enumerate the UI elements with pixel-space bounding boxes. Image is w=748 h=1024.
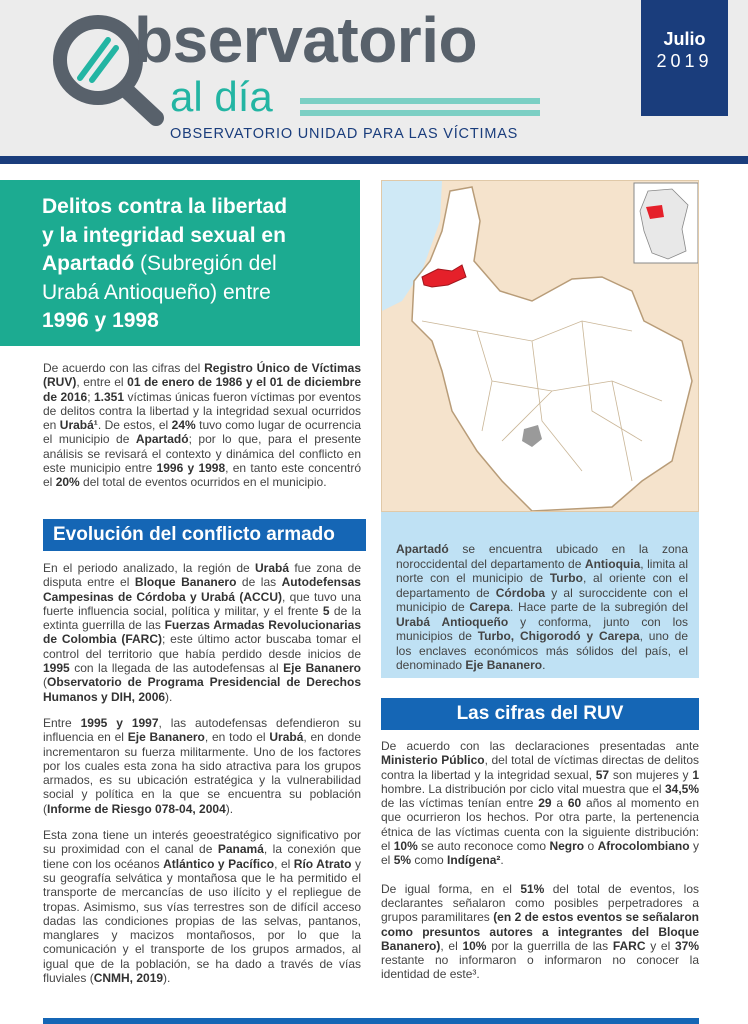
text-run: y el (381, 839, 699, 868)
text-run: Eje Bananero (127, 730, 205, 745)
text-run: Eje Bananero (465, 658, 543, 672)
logo-tagline: OBSERVATORIO UNIDAD PARA LAS VÍCTIMAS (170, 126, 519, 142)
text-run: (en 2 de estos eventos se señalaron como presuntos autores a integrantes del Bloque Bananero) (381, 910, 699, 953)
text-run: 5 (322, 603, 330, 618)
text-run: Urabá (255, 561, 290, 575)
text-run: se encuentra ubicado en la zona noroccidental del departamento de (396, 542, 688, 571)
text-run: Fuerzas Armadas Revolucionarias de Colombia (FARC) (43, 618, 361, 647)
body-paragraph (43, 828, 361, 985)
text-run: Apartadó (135, 432, 189, 447)
text-run: Ministerio Público (381, 753, 485, 768)
text-run: 1 (692, 767, 699, 782)
text-run: ( (43, 675, 47, 690)
text-run: , las autodefensas defendieron su influencia en el (43, 715, 362, 745)
issue-year: 2019 (656, 51, 713, 71)
text-run: víctimas únicas fueron víctimas por eventos de delitos contra la libertad y la integridad sexual ocurridos en (43, 389, 361, 433)
text-run: Afrocolombiano (597, 839, 690, 854)
text-run: 60 (567, 796, 582, 811)
text-run: se auto reconoce como (417, 839, 550, 854)
intro-paragraph (43, 361, 361, 490)
text-run: Carepa (469, 600, 511, 614)
text-run: fue zona de disputa entre el (43, 561, 362, 590)
text-run: ). (163, 971, 171, 986)
text-run: son mujeres y (609, 767, 693, 782)
body-paragraph (381, 739, 699, 868)
text-run: 10% (462, 938, 487, 953)
text-run: Esta zona tiene un interés geoestratégico significativo por su proximidad con el canal de (43, 828, 361, 857)
text-run: CNMH, 2019 (93, 971, 164, 986)
text-run: Córdoba (495, 585, 546, 600)
section-heading-conflict: Evolución del conflicto armado (43, 519, 366, 551)
section-ruv-body (381, 739, 699, 982)
text-run: del total de eventos, los declarantes señalaron como posibles perpetradores a grupos paramilitares (381, 881, 700, 925)
text-run: de las (236, 575, 282, 590)
text-run: Urabá (269, 730, 304, 745)
text-run: Bloque Bananero (134, 575, 237, 590)
title-line: Delitos contra la libertad (42, 195, 288, 218)
text-run: por la guerrilla de las (486, 938, 613, 953)
title-line: Apartadó (42, 252, 135, 275)
text-run: , que tuvo una fuerte influencia social, política y militar, y el frente (43, 589, 362, 618)
text-run: 20% (55, 475, 80, 490)
text-run: Panamá (217, 842, 264, 857)
text-run: 24% (171, 418, 196, 433)
text-run: De acuerdo con las declaraciones presentadas ante (381, 739, 699, 753)
text-run: , la conexión que tiene con los océanos (43, 842, 362, 871)
text-run: 1996 y 1998 (156, 461, 226, 476)
text-run: 29 (538, 796, 552, 811)
text-run: ). (165, 689, 173, 704)
title-line: 1996 y 1998 (42, 309, 159, 332)
text-run: . (542, 658, 546, 672)
text-run: 57 (595, 767, 610, 782)
antioquia-map (381, 180, 699, 512)
text-run: , uno de los enclaves económicos más sólidos del país, el denominado (396, 629, 688, 672)
text-run: Turbo, Chigorodó y Carepa (477, 629, 640, 643)
text-run: ; por lo que, para el presente análisis se revisará el contexto y dinámica del conflicto en este municipio entre (43, 432, 361, 476)
text-run: De igual forma, en el (381, 881, 521, 896)
body-paragraph (381, 882, 699, 982)
text-run: . (500, 853, 504, 868)
text-run: tuvo como lugar de ocurrencia el municipio de (43, 418, 361, 447)
text-run: Turbo (549, 571, 583, 585)
text-run: ; este último actor buscaba tomar el control del territorio que había perdido desde inicios de (43, 632, 362, 661)
text-run: 1.351 (94, 389, 125, 404)
text-run: , del total de víctimas directas de delitos contra la libertad y la integridad sexual, (381, 753, 699, 782)
issue-month: Julio (663, 29, 706, 49)
text-run: y su geografía selvática y montañosa que le ha permitido el transporte de mercancías de uso ilícito y el repliegue de tropas. Asimismo, sus vías terrestres son de difícil acceso dadas las condiciones propias de las selvas, pantanos, manglares y macizos montañosos, por lo que la comunicación y el transporte de los grupos armados, al igual que de la población, se ha dado a través de vías fluviales ( (43, 856, 361, 986)
text-run: Río Atrato (293, 856, 352, 871)
section-conflict-body (43, 561, 361, 985)
text-run: Negro (549, 839, 585, 854)
text-run: Indígena² (447, 853, 501, 868)
text-run: Urabá Antioqueño (396, 614, 509, 629)
text-run: y conforma, junto con los municipios de (396, 614, 688, 643)
text-run: . De estos, el (97, 418, 172, 433)
text-run: En el periodo analizado, la región de (43, 561, 255, 575)
text-run: , en donde incrementaron su fuerza militarmente. Uno de los factores por los cuales esta zona ha sido atractiva para los grupos armados, es su ubicación estratégica y la vulnerabilidad social y política en la que se encuentra su población ( (43, 730, 361, 816)
logo-underline-icon (300, 98, 540, 122)
text-run: ; (87, 389, 94, 404)
text-run: de la extinta guerrilla de las (43, 603, 362, 633)
issue-date-badge (641, 0, 728, 116)
text-run: Urabá¹ (59, 418, 98, 433)
text-run: de las víctimas tenían entre (381, 796, 539, 811)
body-paragraph (43, 716, 361, 816)
text-run: 10% (393, 839, 418, 854)
text-run: 5% (393, 853, 412, 868)
text-run: Informe de Riesgo 078-04, 2004 (47, 801, 226, 816)
text-run: 01 de enero de 1986 y el 01 de diciembre de 2016 (43, 375, 361, 404)
text-run: Eje Bananero (283, 661, 361, 676)
section-heading-ruv: Las cifras del RUV (381, 698, 699, 730)
text-run: , en todo el (204, 730, 270, 745)
text-run: 51% (520, 881, 545, 896)
text-run: y el (645, 938, 675, 953)
text-run: hombre. La distribución por ciclo vital muestra que el (381, 781, 665, 796)
text-run: 1995 y 1997 (80, 715, 159, 730)
text-run: , entre el (76, 375, 128, 390)
text-run: De acuerdo con las cifras del (43, 361, 205, 375)
text-run: . Hace parte de la subregión del (510, 600, 688, 614)
text-run: , el (440, 938, 463, 953)
text-run: Autodefensas Campesinas de Córdoba y Urabá (ACCU) (43, 575, 361, 604)
title-line: Urabá Antioqueño) entre (42, 280, 271, 304)
text-run: ). (225, 801, 234, 816)
text-run: , el (274, 856, 294, 871)
text-run: como (411, 853, 448, 868)
title-line: (Subregión del (134, 252, 277, 275)
text-run: 34,5% (664, 781, 699, 796)
text-run: , al oriente con el departamento de (396, 571, 689, 600)
text-run: , limita al norte con el municipio de (396, 556, 688, 585)
page-header (0, 0, 748, 156)
header-divider (0, 156, 748, 164)
text-run: Antioquia (584, 556, 641, 571)
footer-bar (43, 1018, 699, 1024)
text-run: , en tanto este concentró el (43, 461, 361, 490)
text-run: FARC (612, 938, 646, 953)
text-run: y al suroccidente con el municipio de (396, 585, 688, 614)
text-run: Registro Único de Víctimas (RUV) (43, 361, 361, 390)
text-run: 37% (674, 938, 700, 953)
text-run: Entre (43, 715, 81, 730)
logo-subtitle: al día (170, 73, 273, 120)
text-run: 1995 (43, 661, 70, 676)
text-run: a (551, 796, 568, 811)
text-run: o (584, 839, 598, 854)
title-line: y la integridad sexual en (42, 223, 286, 247)
intro-block (43, 361, 361, 490)
text-run: años al momento en que ocurrieron los hechos. Por otra parte, la pertenencia étnica de las víctimas cuenta con la siguiente distribución: el (381, 796, 699, 854)
text-run: Observatorio de Programa Presidencial de Derechos Humanos y DIH, 2006 (43, 675, 361, 704)
text-run: del total de eventos ocurridos en el municipio. (79, 475, 327, 490)
text-run: Atlántico y Pacífico (163, 856, 275, 871)
map-caption (396, 542, 688, 673)
text-run: restante no informaron o informaron no conocer la identidad de este³. (381, 953, 699, 982)
article-title (42, 193, 342, 336)
text-run: Apartadó (396, 542, 449, 556)
text-run: con la llegada de las autodefensas al (69, 661, 284, 676)
body-paragraph (43, 561, 361, 704)
logo-wordmark: bservatorio (134, 4, 478, 76)
map-graphic (382, 181, 699, 512)
